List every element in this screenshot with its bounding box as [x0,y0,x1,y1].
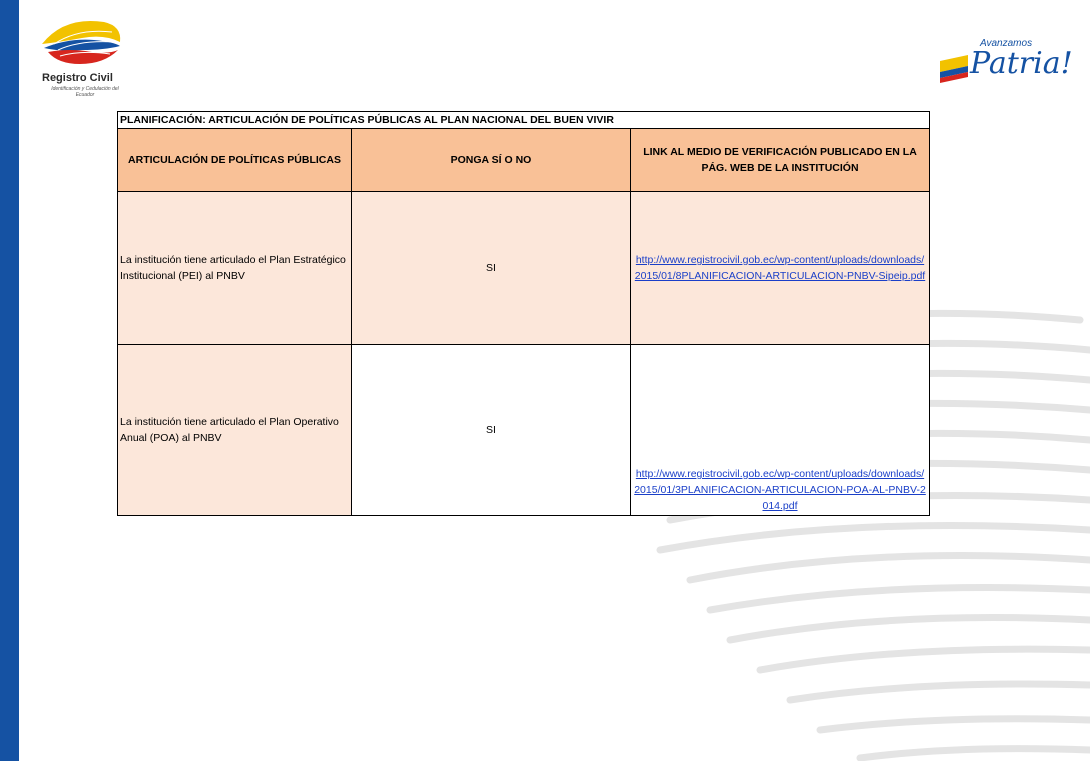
row-answer: SI [352,192,631,345]
row-link-cell [631,345,930,516]
ecuador-flag-icon [940,55,968,83]
fingerprint-flag-icon [34,14,124,72]
registro-civil-name: Registro Civil [42,72,113,84]
left-accent-bar [0,0,19,761]
table-row [118,345,930,516]
verification-link[interactable]: http://www.registrocivil.gob.ec/wp-content/uploads/downloads/2015/01/8PLANIFICACION-ARTICULACION-PNBV-Sipeip.pdf [634,254,926,282]
row-question: La institución tiene articulado el Plan Operativo Anual (POA) al PNBV [118,345,352,516]
avanzamos-patria-logo [940,38,1073,84]
column-header-yes-no: PONGA SÍ O NO [352,129,631,192]
registro-civil-subtitle: Identificación y Cedulación del Ecuador [51,86,119,98]
row-link-cell [631,192,930,345]
table-row [118,192,930,345]
verification-link[interactable]: http://www.registrocivil.gob.ec/wp-content/uploads/downloads/2015/01/3PLANIFICACION-ARTICULACION-POA-AL-PNBV-2014.pdf [634,468,926,512]
column-header-link: LINK AL MEDIO DE VERIFICACIÓN PUBLICADO EN LA PÁG. WEB DE LA INSTITUCIÓN [631,129,930,192]
row-answer: SI [352,345,631,516]
registro-civil-logo [28,14,128,104]
patria-word: Patria! [970,46,1073,81]
row-question: La institución tiene articulado el Plan Estratégico Institucional (PEI) al PNBV [118,192,352,345]
planning-table [117,111,930,516]
column-header-policies: ARTICULACIÓN DE POLÍTICAS PÚBLICAS [118,129,352,192]
patria-tagline: Avanzamos [980,38,1033,49]
table-title: PLANIFICACIÓN: ARTICULACIÓN DE POLÍTICAS PÚBLICAS AL PLAN NACIONAL DEL BUEN VIVIR [118,112,930,129]
